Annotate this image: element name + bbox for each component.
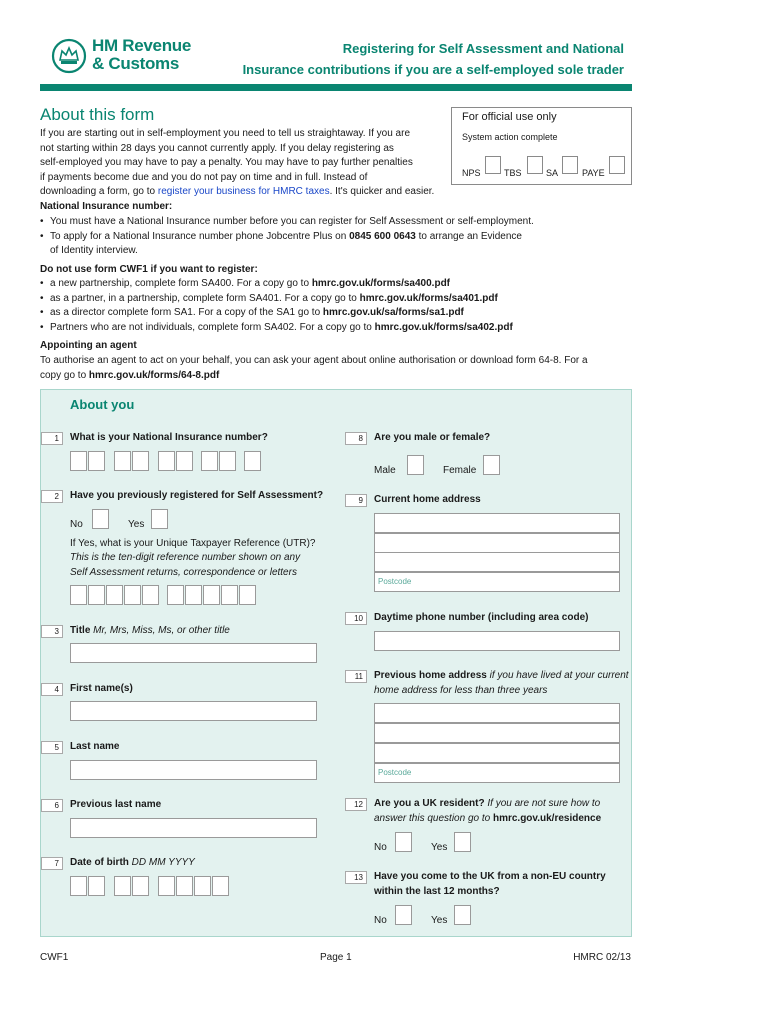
previous-address-line-2[interactable]	[374, 723, 620, 743]
female-checkbox[interactable]	[483, 455, 500, 475]
intro-last-line	[40, 185, 480, 200]
about-you-panel	[40, 389, 632, 937]
q13-label: Have you come to the UK from a non-EU country	[374, 871, 606, 882]
jobcentre-phone: 0845 600 0643	[349, 230, 416, 242]
ni-list	[40, 215, 630, 259]
dob-day-box[interactable]	[88, 876, 105, 896]
ni-char-box[interactable]	[219, 451, 236, 471]
utr-char-box[interactable]	[203, 585, 220, 605]
ni-bullet	[40, 230, 630, 259]
current-postcode-field[interactable]	[374, 572, 620, 592]
q7-label	[70, 856, 195, 871]
system-action-label: System action complete	[462, 132, 558, 142]
intro-text: downloading a form, go to	[40, 186, 158, 197]
question-number-6: 6	[41, 799, 63, 812]
utr-char-box[interactable]	[142, 585, 159, 605]
logo-line-2: & Customs	[92, 54, 180, 73]
q12-hint: If you are not sure how to	[484, 798, 601, 809]
ni-text: To apply for a National Insurance number phone Jobcentre Plus on	[50, 230, 350, 242]
postcode-label: Postcode	[378, 577, 412, 586]
question-number-4: 4	[41, 683, 63, 696]
q11-hint: if you have lived at your current	[486, 670, 629, 681]
ni-char-box[interactable]	[201, 451, 218, 471]
q13-yes-label: Yes	[431, 915, 448, 926]
q4-label: First name(s)	[70, 683, 133, 694]
ni-char-box[interactable]	[114, 451, 131, 471]
paye-checkbox[interactable]	[609, 156, 625, 174]
cwf1-item	[40, 292, 630, 307]
question-number-11: 11	[345, 670, 367, 683]
question-number-10: 10	[345, 612, 367, 625]
dob-year-box[interactable]	[194, 876, 211, 896]
cwf1-heading: Do not use form CWF1 if you want to register:	[40, 264, 258, 275]
ni-char-box[interactable]	[88, 451, 105, 471]
q2-no-label: No	[70, 519, 83, 530]
question-number-5: 5	[41, 741, 63, 754]
q12-hint-line-2	[374, 812, 601, 827]
previous-address-line-1[interactable]	[374, 703, 620, 723]
q8-label: Are you male or female?	[374, 432, 491, 443]
male-checkbox[interactable]	[407, 455, 424, 475]
question-number-1: 1	[41, 432, 63, 445]
current-address-line-1[interactable]	[374, 513, 620, 533]
q7-label-text: Date of birth	[70, 857, 129, 868]
page-number: Page 1	[320, 952, 352, 963]
ni-char-box[interactable]	[158, 451, 175, 471]
question-number-9: 9	[345, 494, 367, 507]
cwf1-list	[40, 277, 630, 335]
q12-no-label: No	[374, 842, 387, 853]
official-use-box	[451, 107, 632, 185]
ni-char-box[interactable]	[244, 451, 261, 471]
cwf1-text: a new partnership, complete form SA400. For a copy go to	[50, 278, 312, 289]
question-number-3: 3	[41, 625, 63, 638]
ni-char-box[interactable]	[132, 451, 149, 471]
ni-char-box[interactable]	[70, 451, 87, 471]
about-you-title: About you	[70, 397, 135, 412]
dob-day-box[interactable]	[70, 876, 87, 896]
current-address-line-2[interactable]	[374, 533, 620, 553]
daytime-phone-field[interactable]	[374, 631, 620, 651]
q5-label: Last name	[70, 741, 120, 752]
title-field[interactable]	[70, 643, 317, 663]
utr-char-box[interactable]	[124, 585, 141, 605]
utr-char-box[interactable]	[185, 585, 202, 605]
intro-text: . It's quicker and easier.	[329, 186, 435, 197]
paye-label: PAYE	[582, 168, 605, 178]
agent-paragraph	[40, 354, 630, 383]
sa-checkbox[interactable]	[562, 156, 578, 174]
dob-month-box[interactable]	[114, 876, 131, 896]
q13-label-2: within the last 12 months?	[374, 886, 500, 897]
q2-label: Have you previously registered for Self Assessment?	[70, 490, 324, 501]
sa1-link[interactable]: hmrc.gov.uk/sa/forms/sa1.pdf	[322, 307, 464, 319]
q7-hint: DD MM YYYY	[128, 857, 195, 868]
q13-no-label: No	[374, 915, 387, 926]
intro-paragraph	[40, 127, 450, 185]
q3-label-text: Title	[70, 625, 91, 636]
q1-label: What is your National Insurance number?	[70, 432, 268, 443]
previous-address-line-3[interactable]	[374, 743, 620, 763]
sa400-link[interactable]: hmrc.gov.uk/forms/sa400.pdf	[311, 278, 451, 289]
q12-yes-label: Yes	[431, 842, 448, 853]
logo-line-1: HM Revenue	[92, 36, 192, 55]
cwf1-item	[40, 306, 630, 321]
q3-label	[70, 624, 230, 639]
cwf1-text: Partners who are not individuals, complete form SA402. For a copy go to	[50, 321, 375, 333]
q13-no-checkbox[interactable]	[395, 905, 412, 925]
title-line-2: Insurance contributions if you are a self-employed sole trader	[242, 62, 624, 77]
residence-link[interactable]: hmrc.gov.uk/residence	[492, 813, 602, 824]
q2-yes-checkbox[interactable]	[151, 509, 168, 529]
cwf1-text: as a partner, in a partnership, complete form SA401. For a copy go to	[50, 292, 360, 304]
title-line-1: Registering for Self Assessment and National	[342, 41, 624, 56]
utr-note-1: This is the ten-digit reference number shown on any	[70, 552, 301, 563]
utr-char-box[interactable]	[106, 585, 123, 605]
q9-label: Current home address	[374, 494, 481, 505]
utr-char-box[interactable]	[70, 585, 87, 605]
male-label: Male	[374, 465, 396, 476]
q12-label	[374, 797, 600, 812]
q13-yes-checkbox[interactable]	[454, 905, 471, 925]
cwf1-text: as a director complete form SA1. For a copy of the SA1 go to	[50, 307, 323, 319]
register-business-link[interactable]: register your business for HMRC taxes	[157, 186, 330, 197]
q12-no-checkbox[interactable]	[395, 832, 412, 852]
q2-no-checkbox[interactable]	[92, 509, 109, 529]
agent-heading: Appointing an agent	[40, 340, 137, 351]
intro-line: if payments become due and you do not pay on time and in full. Instead of	[40, 171, 368, 183]
q12-label-text: Are you a UK resident?	[374, 798, 485, 809]
q12-yes-checkbox[interactable]	[454, 832, 471, 852]
q12-hint-2: answer this question go to	[374, 813, 493, 824]
tbs-checkbox[interactable]	[527, 156, 543, 174]
intro-line: self-employed you may have to pay a penalty. You may have to pay further penalties	[40, 157, 413, 169]
ni-bullet: • You must have a National Insurance number before you can register for Self Assessment or self-employment.	[40, 215, 630, 230]
sa401-link[interactable]: hmrc.gov.uk/forms/sa401.pdf	[359, 292, 498, 304]
question-number-7: 7	[41, 857, 63, 870]
ni-text: to arrange an Evidence	[415, 230, 522, 242]
q11-hint-2: home address for less than three years	[374, 685, 548, 696]
nps-label: NPS	[462, 168, 481, 178]
question-number-13: 13	[345, 871, 367, 884]
dob-month-box[interactable]	[132, 876, 149, 896]
dob-year-box[interactable]	[212, 876, 229, 896]
official-use-title: For official use only	[462, 111, 557, 123]
agent-text: To authorise an agent to act on your behalf, you can ask your agent about online authorisation or download form 64-8. For a	[40, 355, 588, 366]
q11-label	[374, 669, 629, 684]
q11-label-text: Previous home address	[374, 670, 487, 681]
sa402-link[interactable]: hmrc.gov.uk/forms/sa402.pdf	[374, 321, 513, 333]
cwf1-item	[40, 277, 630, 292]
utr-note-2: Self Assessment returns, correspondence or letters	[70, 567, 297, 578]
q6-label: Previous last name	[70, 799, 162, 810]
form-code: CWF1	[40, 952, 69, 963]
utr-char-box[interactable]	[88, 585, 105, 605]
female-label: Female	[443, 465, 477, 476]
cwf1-item	[40, 321, 630, 336]
current-address-line-3[interactable]	[374, 552, 620, 572]
document-title	[243, 38, 624, 80]
question-number-12: 12	[345, 798, 367, 811]
previous-postcode-field[interactable]	[374, 763, 620, 783]
ni-text: of Identity interview.	[50, 245, 138, 257]
intro-line: If you are starting out in self-employment you need to tell us straightaway. If you are	[40, 128, 411, 139]
question-number-8: 8	[345, 432, 367, 445]
dob-year-box[interactable]	[176, 876, 193, 896]
agent-text: copy go to	[40, 369, 89, 381]
form-64-8-link[interactable]: hmrc.gov.uk/forms/64-8.pdf	[88, 369, 220, 381]
utr-question: If Yes, what is your Unique Taxpayer Reference (UTR)?	[70, 538, 316, 549]
nps-checkbox[interactable]	[485, 156, 501, 174]
form-version: HMRC 02/13	[573, 952, 631, 963]
q2-yes-label: Yes	[128, 519, 145, 530]
q3-hint: Mr, Mrs, Miss, Ms, or other title	[90, 625, 230, 636]
postcode-label: Postcode	[378, 768, 412, 777]
q10-label: Daytime phone number (including area code)	[374, 612, 589, 623]
intro-line: not starting within 28 days you cannot currently apply. If you delay registering as	[40, 142, 394, 154]
utr-char-box[interactable]	[239, 585, 256, 605]
first-name-field[interactable]	[70, 701, 317, 721]
crown-logo-icon	[51, 38, 87, 74]
utr-char-box[interactable]	[221, 585, 238, 605]
header-rule	[40, 84, 632, 91]
hmrc-logo-text	[92, 37, 191, 73]
about-form-heading: About this form	[40, 105, 155, 124]
question-number-2: 2	[41, 490, 63, 503]
sa-label: SA	[546, 168, 559, 178]
dob-year-box[interactable]	[158, 876, 175, 896]
ni-heading: National Insurance number:	[40, 201, 173, 212]
tbs-label: TBS	[504, 168, 522, 178]
last-name-field[interactable]	[70, 760, 317, 780]
ni-char-box[interactable]	[176, 451, 193, 471]
previous-last-name-field[interactable]	[70, 818, 317, 838]
utr-char-box[interactable]	[167, 585, 184, 605]
